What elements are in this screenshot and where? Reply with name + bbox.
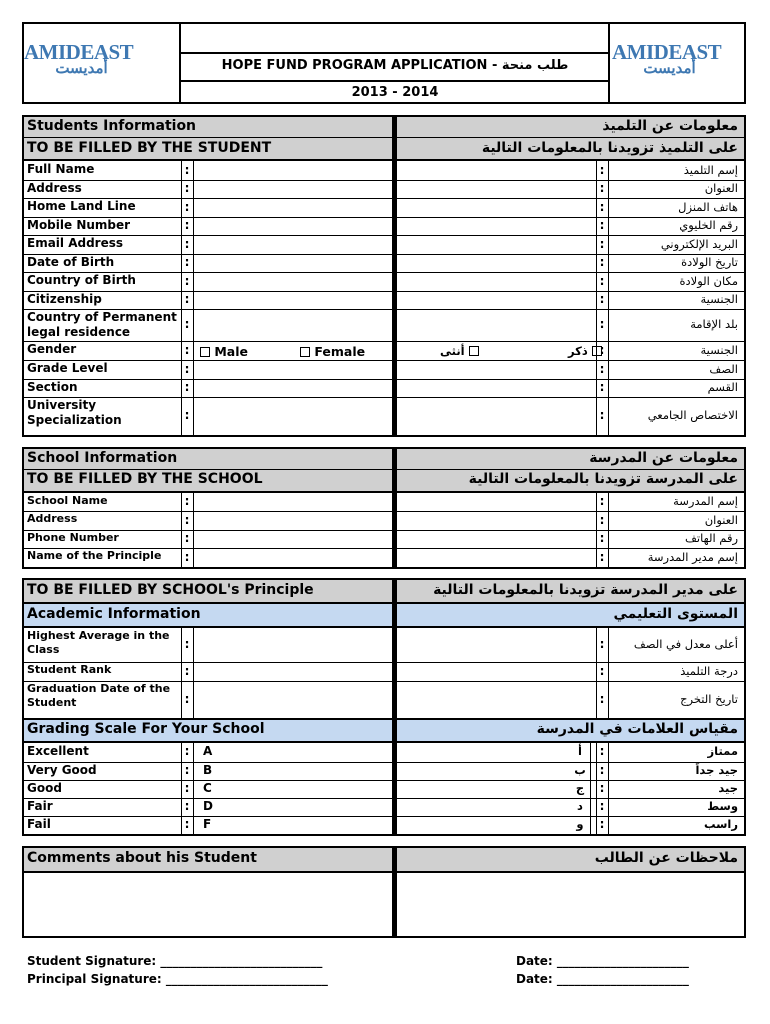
- amideast-logo-left: [24, 42, 139, 77]
- field-input-ar[interactable]: [398, 162, 595, 179]
- colon: :: [184, 236, 190, 251]
- field-input-ar[interactable]: [398, 181, 595, 197]
- colon: :: [599, 763, 605, 777]
- colon: :: [599, 663, 605, 678]
- colon: :: [184, 781, 190, 795]
- field-input[interactable]: [193, 273, 391, 290]
- colon: :: [184, 273, 190, 288]
- field-label-ar: هاتف المنزل: [678, 199, 738, 214]
- field-input[interactable]: [193, 398, 391, 434]
- colon: :: [184, 531, 190, 545]
- field-label-ar: رقم الخليوي: [679, 218, 738, 232]
- field-label: Address: [27, 512, 78, 525]
- logo-arabic: أمديست: [643, 61, 696, 77]
- field-input[interactable]: [193, 512, 391, 529]
- colon: :: [599, 408, 605, 422]
- colon: :: [184, 255, 190, 269]
- principal-signature[interactable]: Principal Signature: ___________________________: [27, 972, 328, 986]
- grade-label: Fair: [27, 799, 53, 813]
- colon: :: [184, 361, 190, 376]
- male-checkbox[interactable]: [200, 347, 210, 357]
- academic-info-title-ar: المستوى التعليمي: [613, 606, 738, 622]
- colon: :: [184, 181, 190, 195]
- colon: :: [184, 162, 190, 177]
- field-input[interactable]: [193, 549, 391, 566]
- field-label: Country of Permanent legal residence: [27, 310, 177, 339]
- colon: :: [599, 236, 605, 251]
- column-divider: [596, 161, 597, 435]
- field-label: Country of Birth: [27, 273, 136, 287]
- field-input-ar[interactable]: [398, 682, 595, 717]
- field-input-ar[interactable]: [398, 531, 595, 547]
- field-input[interactable]: [193, 629, 391, 661]
- colon: :: [184, 199, 190, 214]
- colon: :: [599, 273, 605, 288]
- student-info-title: Students Information: [27, 118, 197, 134]
- female-option[interactable]: Female: [300, 344, 365, 360]
- amideast-logo-right: [612, 42, 727, 77]
- field-label-ar: إسم المدرسة: [673, 494, 738, 508]
- colon: :: [184, 763, 190, 777]
- field-input[interactable]: [193, 199, 391, 216]
- column-divider: [608, 493, 609, 567]
- school-info-title-ar: معلومات عن المدرسة: [589, 450, 738, 466]
- grade-letter-ar: و: [576, 817, 584, 831]
- comments-title: Comments about his Student: [27, 850, 257, 866]
- form-year: 2013 - 2014: [351, 85, 439, 100]
- column-divider: [596, 628, 597, 718]
- colon: :: [184, 292, 190, 306]
- field-label-ar: مكان الولادة: [679, 273, 738, 288]
- student-info-title-ar: معلومات عن التلميذ: [602, 118, 738, 134]
- grading-scale-title-ar: مقياس العلامات في المدرسة: [536, 721, 738, 737]
- colon: :: [184, 799, 190, 813]
- grade-input[interactable]: [215, 817, 391, 833]
- field-input-ar[interactable]: [398, 218, 595, 234]
- grade-letter: D: [203, 799, 213, 813]
- field-label-ar: تاريخ الولادة: [681, 255, 738, 269]
- grade-label: Good: [27, 781, 62, 795]
- principal-title: TO BE FILLED BY SCHOOL's Principle: [27, 582, 314, 598]
- field-label-ar: رقم الهاتف: [685, 531, 738, 545]
- grade-letter: A: [203, 744, 213, 758]
- grade-input-ar[interactable]: [398, 817, 568, 833]
- colon: :: [184, 817, 190, 831]
- male-option-ar[interactable]: ذكر: [568, 344, 602, 358]
- field-label: Student Rank: [27, 663, 112, 676]
- student-signature[interactable]: Student Signature: ___________________________: [27, 954, 323, 968]
- grade-input[interactable]: [215, 744, 391, 760]
- colon: :: [599, 817, 605, 831]
- grade-input-ar[interactable]: [398, 744, 568, 760]
- field-label-ar: بلد الإقامة: [690, 317, 738, 331]
- colon: :: [184, 317, 190, 331]
- colon: :: [599, 781, 605, 795]
- field-label: Date of Birth: [27, 255, 115, 269]
- colon: :: [184, 691, 190, 706]
- field-label: Address: [27, 181, 82, 195]
- colon: :: [599, 494, 605, 508]
- colon: :: [599, 531, 605, 545]
- field-input-ar[interactable]: [398, 549, 595, 566]
- colon: :: [184, 380, 190, 394]
- colon: :: [599, 181, 605, 195]
- field-input[interactable]: [193, 181, 391, 197]
- colon: :: [599, 549, 605, 564]
- colon: :: [184, 512, 190, 527]
- colon: :: [184, 408, 190, 422]
- field-input-ar[interactable]: [398, 361, 595, 378]
- field-label: Home Land Line: [27, 199, 136, 213]
- colon: :: [599, 380, 605, 394]
- male-checkbox-ar[interactable]: [592, 346, 602, 356]
- field-input[interactable]: [193, 494, 391, 510]
- colon: :: [599, 799, 605, 813]
- academic-info-title: Academic Information: [27, 606, 201, 622]
- principal-title-ar: على مدير المدرسة تزويدنا بالمعلومات التالية: [433, 582, 738, 598]
- grade-label-ar: جيد جداً: [695, 763, 738, 777]
- form-title: HOPE FUND PROGRAM APPLICATION - طلب منحة: [221, 58, 569, 73]
- field-label: Citizenship: [27, 292, 102, 306]
- field-label-ar: القسم: [707, 380, 738, 394]
- colon: :: [599, 199, 605, 214]
- field-input-ar[interactable]: [398, 199, 595, 216]
- field-label-ar: الجنسية: [700, 342, 738, 357]
- female-checkbox[interactable]: [300, 347, 310, 357]
- column-divider: [193, 743, 194, 834]
- field-input[interactable]: [193, 255, 391, 271]
- field-label: Gender: [27, 342, 77, 356]
- field-label: Phone Number: [27, 531, 119, 544]
- field-input[interactable]: [193, 292, 391, 308]
- grade-input[interactable]: [215, 763, 391, 779]
- grade-label-ar: راسب: [703, 817, 738, 831]
- school-info-title: School Information: [27, 450, 178, 466]
- colon: :: [184, 663, 190, 678]
- field-input[interactable]: [193, 682, 391, 717]
- school-subtitle: TO BE FILLED BY THE SCHOOL: [27, 471, 263, 487]
- field-input[interactable]: [193, 310, 391, 340]
- column-divider: [608, 743, 609, 834]
- field-label: Full Name: [27, 162, 95, 176]
- grade-letter-ar: د: [577, 799, 583, 813]
- field-input-ar[interactable]: [398, 494, 595, 510]
- colon: :: [599, 361, 605, 376]
- field-label-ar: الجنسية: [700, 292, 738, 306]
- column-divider: [181, 743, 182, 834]
- school-subtitle-ar: على المدرسة تزويدنا بالمعلومات التالية: [468, 471, 738, 487]
- field-input-ar[interactable]: [398, 273, 595, 290]
- colon: :: [184, 218, 190, 232]
- column-divider: [596, 743, 597, 834]
- field-label-ar: تاريخ التخرج: [680, 691, 738, 706]
- field-input-ar[interactable]: [398, 236, 595, 253]
- field-label: School Name: [27, 494, 108, 507]
- column-divider: [596, 493, 597, 567]
- logo-arabic: أمديست: [55, 61, 108, 77]
- logo-text: AMIDEAST: [24, 40, 134, 64]
- column-divider: [608, 161, 609, 435]
- colon: :: [184, 494, 190, 508]
- field-input-ar[interactable]: [398, 292, 595, 308]
- field-label: Graduation Date of the Student: [27, 682, 171, 709]
- colon: :: [599, 637, 605, 651]
- student-subtitle-ar: على التلميذ تزويدنا بالمعلومات التالية: [481, 140, 738, 156]
- field-input[interactable]: [193, 361, 391, 378]
- field-input[interactable]: [193, 663, 391, 680]
- field-label-ar: البريد الإلكتروني: [660, 236, 738, 251]
- comments-field-en[interactable]: [24, 873, 392, 936]
- grade-letter-ar: ب: [574, 763, 586, 777]
- field-label-ar: الصف: [709, 361, 738, 376]
- colon: :: [599, 218, 605, 232]
- colon: :: [599, 744, 605, 758]
- field-label: Email Address: [27, 236, 124, 250]
- field-label-ar: إسم مدير المدرسة: [647, 549, 738, 564]
- grade-letter: C: [203, 781, 212, 795]
- colon: :: [599, 512, 605, 527]
- column-divider: [181, 493, 182, 567]
- colon: :: [599, 255, 605, 269]
- principal-signature-date[interactable]: Date: ______________________: [516, 972, 689, 986]
- field-input[interactable]: [193, 380, 391, 396]
- grade-input-ar[interactable]: [398, 763, 568, 779]
- field-input-ar[interactable]: [398, 398, 595, 434]
- colon: :: [184, 744, 190, 758]
- field-label: Mobile Number: [27, 218, 131, 232]
- field-label: Grade Level: [27, 361, 108, 375]
- male-option[interactable]: Male: [200, 344, 248, 360]
- grade-input-ar[interactable]: [398, 781, 568, 797]
- grade-letter-ar: أ: [578, 744, 582, 758]
- grade-letter-ar: ج: [575, 781, 585, 795]
- colon: :: [184, 549, 190, 564]
- field-label-ar: إسم التلميذ: [683, 162, 738, 177]
- column-divider: [608, 628, 609, 718]
- comments-field-ar[interactable]: [397, 873, 744, 936]
- student-subtitle: TO BE FILLED BY THE STUDENT: [27, 140, 272, 156]
- grade-letter: B: [203, 763, 213, 777]
- female-checkbox-ar[interactable]: [469, 346, 479, 356]
- colon: :: [599, 162, 605, 177]
- grade-label-ar: وسط: [707, 799, 738, 813]
- field-input-ar[interactable]: [398, 629, 595, 661]
- grade-input-ar[interactable]: [398, 799, 568, 815]
- field-label-ar: درجة التلميذ: [680, 663, 738, 678]
- grade-input[interactable]: [215, 799, 391, 815]
- grade-input[interactable]: [215, 781, 391, 797]
- female-option-ar[interactable]: أنثى: [440, 344, 479, 358]
- field-input[interactable]: [193, 218, 391, 234]
- field-label: Section: [27, 380, 78, 394]
- logo-text: AMIDEAST: [612, 40, 722, 64]
- field-input-ar[interactable]: [398, 663, 595, 680]
- field-label: University Specialization: [27, 398, 122, 427]
- column-divider: [181, 628, 182, 718]
- field-input-ar[interactable]: [398, 512, 595, 529]
- field-input[interactable]: [193, 162, 391, 179]
- field-label-ar: الاختصاص الجامعي: [647, 408, 738, 422]
- grade-label-ar: جيد: [718, 781, 738, 795]
- field-input-ar[interactable]: [398, 380, 595, 396]
- grade-label: Fail: [27, 817, 51, 831]
- grade-label: Very Good: [27, 763, 97, 777]
- colon: :: [184, 637, 190, 651]
- grade-label: Excellent: [27, 744, 89, 758]
- colon: :: [599, 691, 605, 706]
- colon: :: [184, 342, 190, 357]
- column-divider: [181, 161, 182, 435]
- column-divider: [193, 628, 194, 718]
- column-divider: [193, 493, 194, 567]
- grade-label-ar: ممتاز: [707, 744, 738, 758]
- colon: :: [599, 292, 605, 306]
- grade-letter: F: [203, 817, 212, 831]
- comments-title-ar: ملاحظات عن الطالب: [594, 850, 738, 866]
- field-label-ar: العنوان: [704, 512, 738, 527]
- field-input[interactable]: [193, 531, 391, 547]
- field-label: Name of the Principle: [27, 549, 162, 562]
- grading-scale-title: Grading Scale For Your School: [27, 721, 265, 737]
- field-label-ar: العنوان: [704, 181, 738, 195]
- colon: :: [599, 342, 605, 357]
- field-input-ar[interactable]: [398, 255, 595, 271]
- column-divider: [590, 743, 591, 834]
- field-input-ar[interactable]: [398, 310, 595, 340]
- field-input[interactable]: [193, 236, 391, 253]
- column-divider: [193, 161, 194, 435]
- field-label: Highest Average in the Class: [27, 629, 170, 656]
- student-signature-date[interactable]: Date: ______________________: [516, 954, 689, 968]
- field-label-ar: أعلى معدل في الصف: [633, 637, 738, 651]
- colon: :: [599, 317, 605, 331]
